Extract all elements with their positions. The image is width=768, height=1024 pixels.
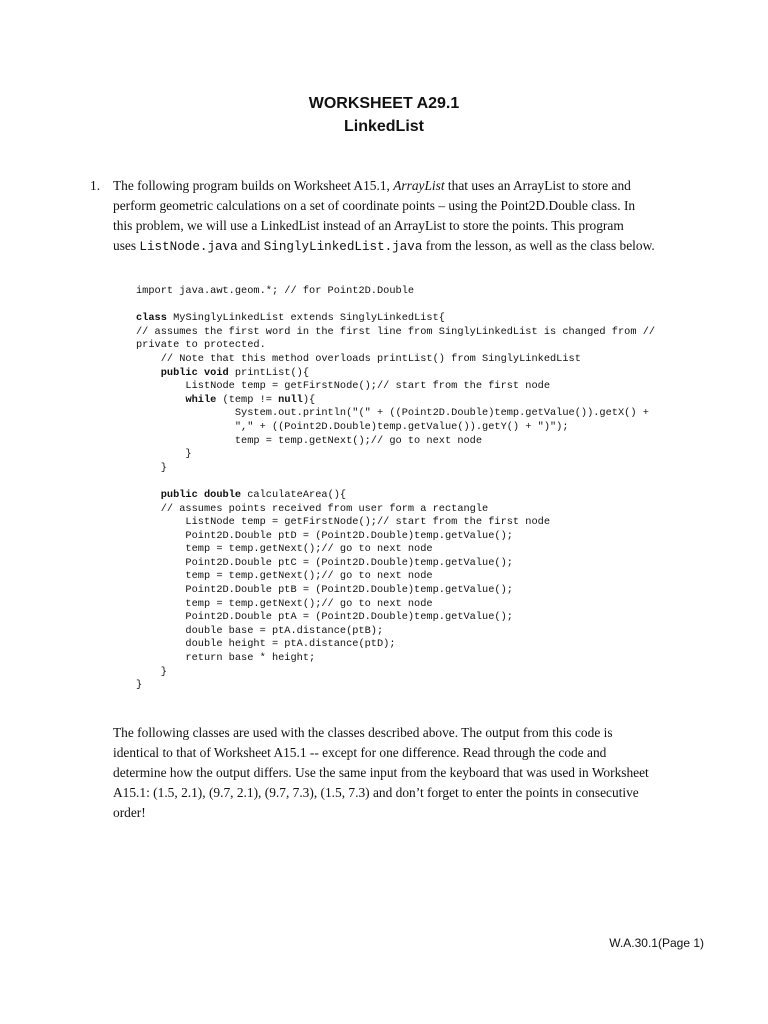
code-line: temp = temp.getNext();// go to next node xyxy=(136,434,483,447)
instructions-line-1: The following classes are used with the classes described above. The output from this code is xyxy=(113,725,613,740)
page-footer: W.A.30.1(Page 1) xyxy=(609,936,704,950)
code-line: temp = temp.getNext();// go to next node xyxy=(136,570,433,583)
code-line: "," + ((Point2D.Double)temp.getValue()).getY() + ")"); xyxy=(136,420,569,433)
code-line: } xyxy=(136,679,143,692)
code-keyword: null xyxy=(278,393,303,406)
code-line: temp = temp.getNext();// go to next node xyxy=(136,543,433,556)
code-comment: private to protected. xyxy=(136,339,266,352)
code-line: calculateArea(){ xyxy=(241,488,347,501)
instructions-line-5: order! xyxy=(113,805,146,820)
question-line-1: The following program builds on Worksheet A15.1, ArrayList that uses an ArrayList to store and xyxy=(113,178,631,193)
code-line: ListNode temp = getFirstNode();// start from the first node xyxy=(136,516,551,529)
code-line: } xyxy=(136,461,167,474)
code-line: MySinglyLinkedList extends SinglyLinkedList{ xyxy=(166,312,445,325)
singlylinkedlist-filename: SinglyLinkedList.java xyxy=(263,240,423,254)
code-comment: // assumes points received from user form a rectangle xyxy=(136,502,489,515)
question-line-4: uses ListNode.java and SinglyLinkedList.java from the lesson, as well as the class below. xyxy=(113,238,655,254)
code-line: Point2D.Double ptC = (Point2D.Double)temp.getValue(); xyxy=(136,556,513,569)
question-line-2: perform geometric calculations on a set of coordinate points – using the Point2D.Double class. In xyxy=(113,198,636,213)
question-line-3: this problem, we will use a LinkedList instead of an ArrayList to store the points. This program xyxy=(113,218,624,233)
question-text xyxy=(113,176,655,257)
code-line: Point2D.Double ptB = (Point2D.Double)temp.getValue(); xyxy=(136,584,513,597)
arraylist-reference: ArrayList xyxy=(393,178,445,193)
code-line: printList(){ xyxy=(228,366,310,379)
code-keyword: public double xyxy=(160,488,242,501)
code-line: double height = ptA.distance(ptD); xyxy=(136,638,396,651)
code-keyword: while xyxy=(185,393,217,406)
worksheet-subtitle: LinkedList xyxy=(343,118,424,135)
code-line: } xyxy=(136,665,167,678)
instructions-line-2: identical to that of Worksheet A15.1 -- except for one difference. Read through the code and xyxy=(113,745,607,760)
listnode-filename: ListNode.java xyxy=(139,240,238,254)
code-keyword: class xyxy=(136,312,167,325)
instructions-line-3: determine how the output differs. Use the same input from the keyboard that was used in Worksheet xyxy=(113,765,649,780)
code-line: System.out.println("(" + ((Point2D.Double)temp.getValue()).getX() + xyxy=(136,407,649,420)
code-line: temp = temp.getNext();// go to next node xyxy=(136,597,433,610)
code-line: } xyxy=(136,448,192,461)
instructions-line-4: A15.1: (1.5, 2.1), (9.7, 2.1), (9.7, 7.3), (1.5, 7.3) and don’t forget to enter the points in consecutive xyxy=(113,785,639,800)
code-line: Point2D.Double ptA = (Point2D.Double)temp.getValue(); xyxy=(136,611,513,624)
worksheet-title: WORKSHEET A29.1 xyxy=(308,95,460,112)
code-listing: import java.awt.geom.*; // for Point2D.Double class MySinglyLinkedList extends SinglyLinkedList{ // assumes the first word in the first line from SinglyLinkedList is changed from // private to protected. // Note that this method overloads printList() from SinglyLinkedList public void printList(){ ListNode temp = getFirstNode();// start from the first node while (temp != null){ System.out.println("(" + ((Point2D.Double)temp.getValue()).getX() + "," + ((Point2D.Double)temp.getValue()).getY() + ")"); temp = temp.getNext();// go to next node } } public double calculateArea(){ // assumes points received from user form a rectangle ListNode temp = getFirstNode();// start from the first node Point2D.Double ptD = (Point2D.Double)temp.getValue(); temp = temp.getNext();// go to next node Point2D.Double ptC = (Point2D.Double)temp.getValue(); temp = temp.getNext();// go to next node Point2D.Double ptB = (Point2D.Double)temp.getValue(); temp = temp.getNext();// go to next node Point2D.Double ptA = (Point2D.Double)temp.getValue(); double base = ptA.distance(ptB); double height = ptA.distance(ptD); return base * height; } } xyxy=(136,285,656,692)
code-line: return base * height; xyxy=(136,652,316,665)
instructions-paragraph xyxy=(113,723,649,823)
code-comment: // assumes the first word in the first line from SinglyLinkedList is changed from // xyxy=(136,325,656,338)
code-line: Point2D.Double ptD = (Point2D.Double)temp.getValue(); xyxy=(136,529,513,542)
code-line: double base = ptA.distance(ptB); xyxy=(136,624,384,637)
code-line: ListNode temp = getFirstNode();// start from the first node xyxy=(136,380,551,393)
code-line: import java.awt.geom.*; // for Point2D.Double xyxy=(136,285,415,297)
code-comment: // Note that this method overloads printList() from SinglyLinkedList xyxy=(136,352,581,365)
question-number: 1. xyxy=(90,178,101,193)
code-keyword: public void xyxy=(160,366,229,379)
